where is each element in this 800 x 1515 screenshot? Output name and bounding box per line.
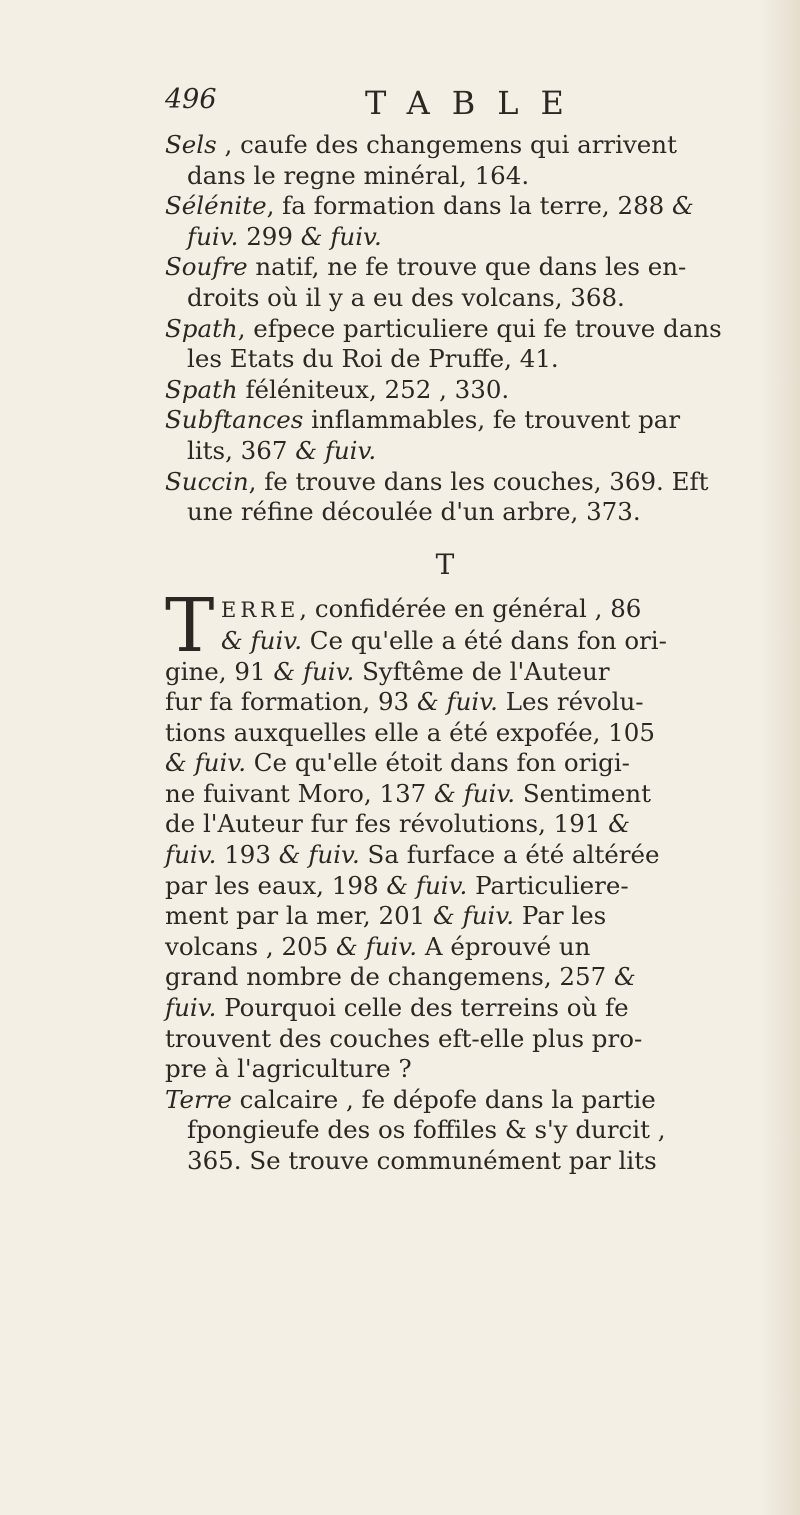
italic-text: & fuiv. — [278, 840, 360, 870]
text-line — [165, 405, 765, 436]
text-line — [165, 1024, 765, 1055]
text-line — [165, 748, 765, 779]
entries-letter-s — [165, 130, 765, 528]
entry-soufre — [165, 252, 765, 313]
text-run: ment par la mer, 201 — [165, 901, 434, 931]
text-line — [165, 252, 765, 283]
text-run: volcans , 205 — [165, 931, 337, 961]
entry-spath — [165, 314, 765, 375]
text-line — [165, 222, 765, 253]
drop-cap: T — [165, 583, 215, 670]
entry-terre-lines — [165, 583, 765, 1085]
italic-text: & fuiv. — [300, 221, 382, 251]
text-run: , caufe des changemens qui arrivent — [216, 130, 677, 159]
text-run: trouvent des couches eft-elle plus pro- — [165, 1023, 643, 1053]
text-run: Ce qu'elle étoit dans fon origi- — [246, 748, 630, 778]
text-run: dans le regne minéral, 164. — [187, 160, 530, 190]
italic-text: & fuiv. — [165, 748, 247, 778]
text-line — [165, 467, 765, 498]
text-line — [165, 718, 765, 749]
text-run: natif, ne fe trouve que dans les en- — [247, 252, 687, 282]
text-line — [165, 657, 765, 688]
italic-text: Subftances — [165, 405, 304, 435]
italic-text: & fuiv. — [221, 625, 303, 655]
page-edge-shadow — [760, 0, 800, 1515]
text-run: ne fuivant Moro, 137 — [165, 778, 435, 808]
text-run: Syftême de l'Auteur — [354, 656, 610, 686]
entry-spath-seleniteux — [165, 375, 765, 406]
text-run: calcaire , fe dépofe dans la partie — [231, 1084, 656, 1114]
text-run: une réfine découlée d'un arbre, 373. — [187, 497, 641, 527]
italic-text: fuiv. — [165, 993, 217, 1023]
italic-text: fuiv. — [187, 221, 239, 251]
running-title: TABLE — [365, 84, 586, 122]
entry-succin — [165, 467, 765, 528]
text-line — [165, 497, 765, 528]
text-run: 299 — [238, 221, 301, 251]
italic-text: & — [613, 962, 636, 992]
italic-text: Sels — [165, 130, 217, 159]
text-line — [165, 1085, 765, 1116]
italic-text: & fuiv. — [416, 687, 498, 717]
text-line — [165, 594, 765, 626]
text-run: fur fa formation, 93 — [165, 687, 417, 717]
text-run: de l'Auteur fur fes révolutions, 191 — [165, 809, 609, 839]
text-run: , confidérée en général , 86 — [299, 594, 642, 624]
text-line — [165, 993, 765, 1024]
italic-text: Spath — [165, 374, 238, 404]
text-run: , efpece particuliere qui fe trouve dans — [237, 313, 722, 343]
text-line — [165, 901, 765, 932]
italic-text: & fuiv. — [434, 778, 516, 808]
text-line — [165, 809, 765, 840]
text-run: Les révolu- — [497, 687, 644, 717]
entry-terre — [165, 583, 765, 1085]
text-run: lits, 367 — [187, 435, 296, 465]
text-run: inflammables, fe trouvent par — [303, 405, 681, 435]
text-line — [165, 1115, 765, 1146]
text-run: par les eaux, 198 — [165, 870, 387, 900]
text-run: fpongieufe des os foffiles & s'y durcit , — [187, 1115, 666, 1145]
text-run: Particuliere- — [467, 870, 629, 900]
section-letter: T — [435, 547, 455, 581]
entry-terre-calcaire — [165, 1085, 765, 1177]
italic-text: Spath — [165, 313, 238, 343]
italic-text: & — [672, 191, 694, 221]
italic-text: & fuiv. — [433, 901, 515, 931]
text-run: 365. Se trouve communément par lits — [187, 1146, 657, 1175]
text-run: tions auxquelles elle a été expofée, 105 — [165, 717, 655, 747]
text-line — [165, 161, 765, 192]
text-line — [165, 1054, 765, 1085]
text-line — [165, 840, 765, 871]
italic-text: & fuiv. — [273, 656, 355, 686]
italic-text: Sélénite — [165, 191, 267, 221]
text-run: Ce qu'elle a été dans fon ori- — [302, 625, 667, 655]
entry-selenite — [165, 191, 765, 252]
text-run: gine, 91 — [165, 656, 274, 686]
text-run: droits où il y a eu des volcans, 368. — [187, 282, 625, 312]
text-line — [165, 1146, 765, 1177]
italic-text: fuiv. — [165, 840, 217, 870]
text-run: Sentiment — [515, 778, 651, 808]
text-line — [165, 687, 765, 718]
text-run: Sa furface a été altérée — [359, 840, 660, 870]
italic-text: & fuiv. — [295, 435, 377, 465]
text-run: féléniteux, 252 , 330. — [237, 374, 510, 404]
text-line — [165, 779, 765, 810]
page-number: 496 — [165, 84, 217, 115]
text-run: , fa formation dans la terre, 288 — [266, 191, 673, 221]
italic-text: Soufre — [165, 252, 248, 282]
text-line — [165, 191, 765, 222]
text-line — [165, 130, 765, 161]
text-line — [165, 932, 765, 963]
italic-text: Succin — [165, 466, 249, 496]
text-run: 193 — [216, 840, 279, 870]
text-run: A éprouvé un — [417, 931, 591, 961]
text-run: grand nombre de changemens, 257 — [165, 962, 614, 992]
text-run: les Etats du Roi de Pruffe, 41. — [187, 344, 559, 374]
italic-text: & fuiv. — [336, 931, 418, 961]
entry-sels — [165, 130, 765, 191]
italic-text: Terre — [165, 1084, 232, 1114]
italic-text: & fuiv. — [386, 870, 468, 900]
text-line — [165, 344, 765, 375]
text-line — [165, 626, 765, 657]
text-line — [165, 375, 765, 406]
italic-text: & — [608, 809, 631, 839]
text-run: ERRE — [221, 598, 300, 623]
text-run: pre à l'agriculture ? — [165, 1054, 412, 1084]
text-line — [165, 283, 765, 314]
text-run: , fe trouve dans les couches, 369. Eft — [248, 466, 709, 496]
text-line — [165, 871, 765, 902]
index-text — [165, 130, 765, 1177]
text-run: Par les — [514, 901, 607, 931]
page-header — [165, 84, 640, 124]
text-line — [165, 436, 765, 467]
text-line — [165, 314, 765, 345]
text-line — [165, 962, 765, 993]
text-run: Pourquoi celle des terreins où fe — [216, 993, 629, 1023]
entry-substances — [165, 405, 765, 466]
